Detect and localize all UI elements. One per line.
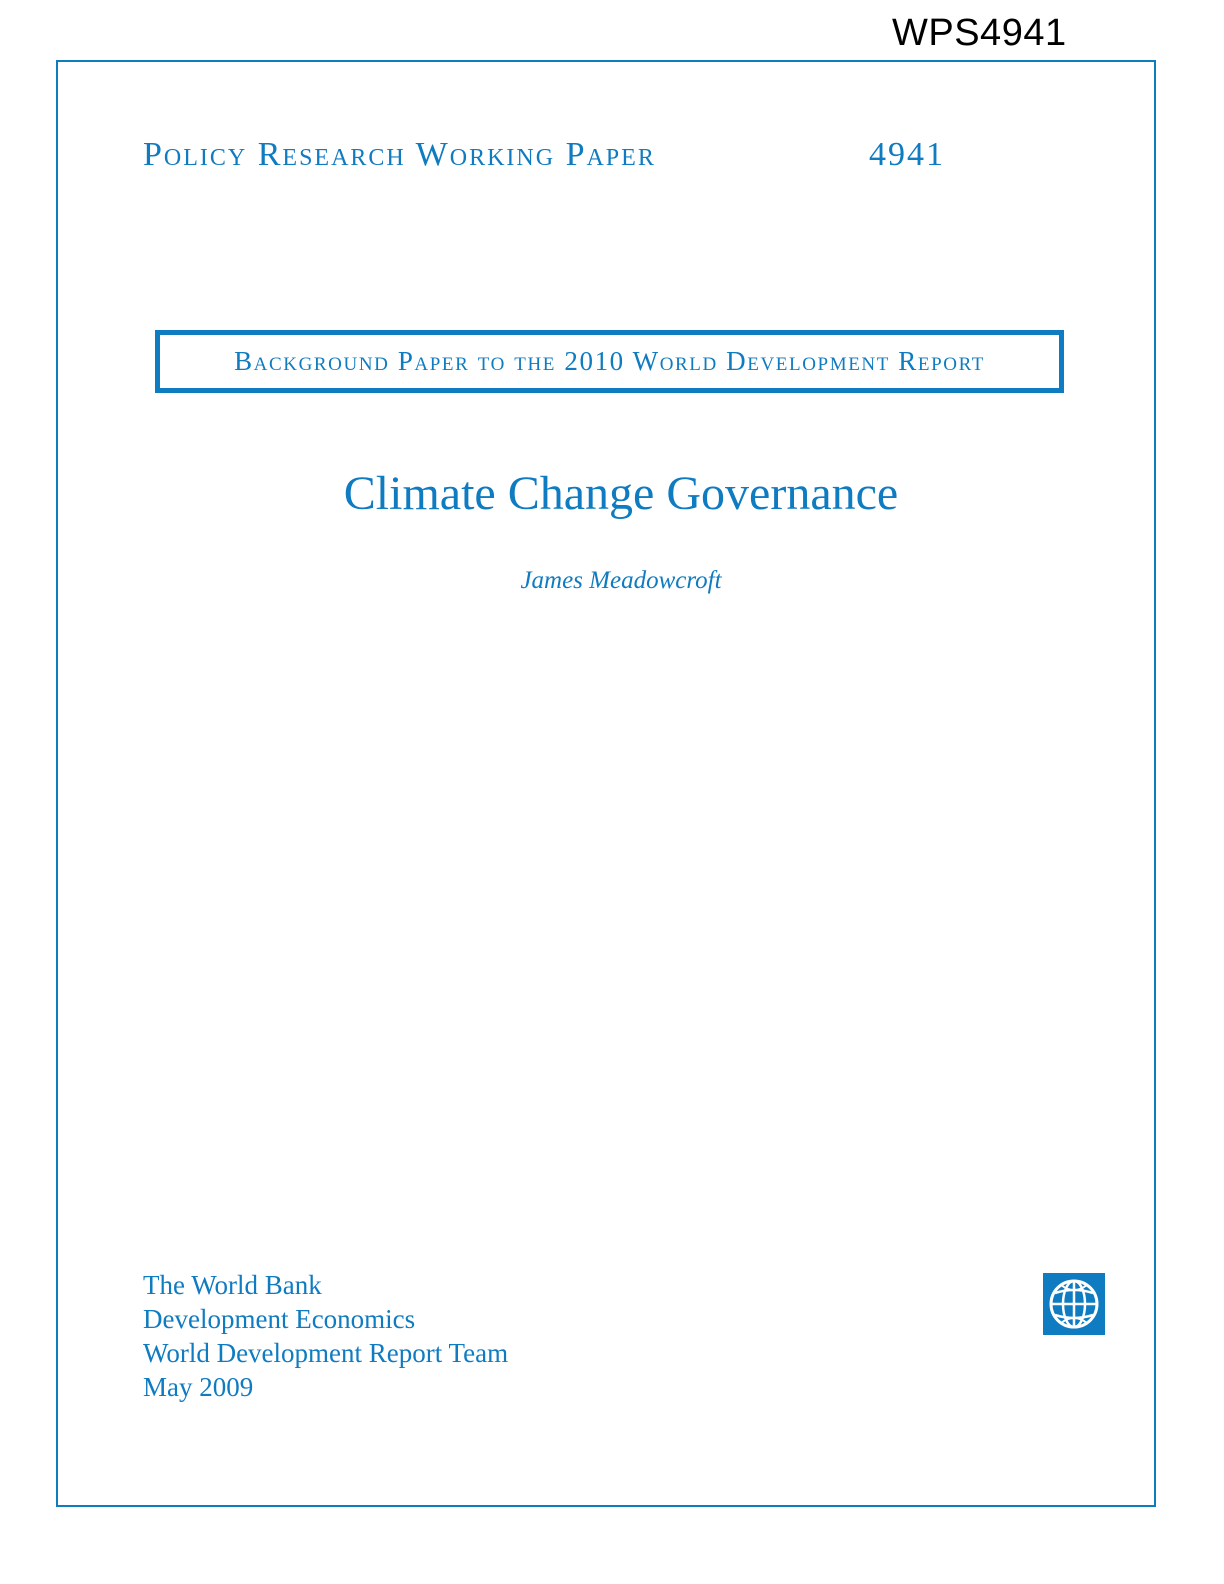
paper-author: James Meadowcroft xyxy=(520,567,722,594)
imprint-block xyxy=(143,1268,508,1404)
imprint-date: May 2009 xyxy=(143,1372,254,1402)
imprint-organization: The World Bank xyxy=(143,1270,322,1300)
series-header xyxy=(143,138,953,172)
background-paper-banner xyxy=(155,330,1064,393)
imprint-department: Development Economics xyxy=(143,1304,416,1334)
world-bank-globe-icon xyxy=(1043,1273,1105,1335)
background-paper-label: Background Paper to the 2010 World Development Report xyxy=(234,346,985,376)
document-code: WPS4941 xyxy=(892,12,1067,54)
series-number: 4941 xyxy=(869,136,945,173)
imprint-team: World Development Report Team xyxy=(143,1338,509,1368)
paper-title: Climate Change Governance xyxy=(343,467,899,520)
series-name: Policy Research Working Paper xyxy=(143,136,656,173)
